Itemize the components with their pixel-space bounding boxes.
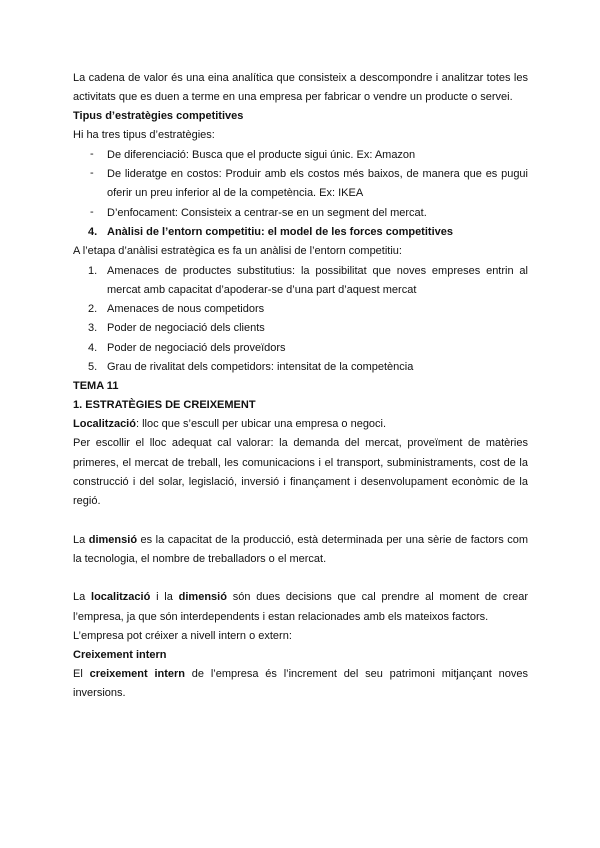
- list-number: 3.: [88, 322, 98, 334]
- section-4-number: 4.: [88, 226, 98, 238]
- force-item-rivalry: Grau de rivalitat dels competidors: intensitat de la competència: [107, 361, 414, 373]
- list-number: 4.: [88, 342, 98, 354]
- decisions-connector: i la: [150, 591, 179, 603]
- bullet-dash: -: [90, 206, 94, 218]
- force-item-suppliers: Poder de negociació dels proveïdors: [107, 342, 286, 354]
- dimensio-line-2: la tecnologia, el nombre de treballadors o el mercat.: [73, 553, 327, 565]
- dimensio-text: es la capacitat de la producció, està determinada per una sèrie de factors com: [137, 534, 528, 546]
- localitzacio-term-2: localització: [91, 591, 151, 603]
- decisions-prefix: La: [73, 591, 92, 603]
- section-4-heading: Anàlisi de l’entorn competitiu: el model de les forces competitives: [107, 226, 453, 238]
- localitzacio-term: Localització: [73, 418, 136, 430]
- growth-line-2: inversions.: [73, 687, 126, 699]
- strategies-lead: Hi ha tres tipus d’estratègies:: [73, 129, 215, 141]
- decisions-text: són dues decisions que cal prendre al moment de crear: [226, 591, 529, 603]
- growth-lead: L’empresa pot créixer a nivell intern o extern:: [73, 630, 292, 642]
- growth-prefix: El: [73, 668, 90, 680]
- strategies-heading: Tipus d’estratègies competitives: [73, 110, 244, 122]
- factors-line-2: primeres, el mercat de treball, les comunicacions i el transport, subministraments, cost de la: [73, 457, 528, 469]
- dimensio-definition: [73, 533, 528, 547]
- bullet-dash: -: [90, 148, 94, 160]
- force-item-substitutes-cont: mercat amb capacitat d’apoderar-se d’una part d’aquest mercat: [107, 284, 417, 296]
- strategy-item-focus: D’enfocament: Consisteix a centrar-se en un segment del mercat.: [107, 207, 427, 219]
- dimensio-term-2: dimensió: [178, 591, 227, 603]
- section-1-title: 1. ESTRATÈGIES DE CREIXEMENT: [73, 399, 256, 411]
- growth-definition: [73, 667, 528, 681]
- factors-line-1: Per escollir el lloc adequat cal valorar: la demanda del mercat, proveïment de matèries: [73, 437, 528, 449]
- section-4-lead: A l’etapa d’anàlisi estratègica es fa un anàlisi de l’entorn competitiu:: [73, 245, 402, 257]
- strategy-item-differentiation: De diferenciació: Busca que el producte sigui únic. Ex: Amazon: [107, 149, 416, 161]
- factors-line-4: regió.: [73, 495, 101, 507]
- localitzacio-text: : lloc que s’escull per ubicar una empresa o negoci.: [135, 418, 387, 430]
- dimensio-term: dimensió: [88, 534, 138, 546]
- intro-line-1: La cadena de valor és una eina analítica que consisteix a descompondre i analitzar totes les: [73, 72, 528, 84]
- list-number: 5.: [88, 361, 98, 373]
- decisions-line-2: l’empresa, ja que són interdependents i estan relacionades amb els mateixos factors.: [73, 611, 489, 623]
- bullet-dash: -: [90, 167, 94, 179]
- list-number: 2.: [88, 303, 98, 315]
- strategy-item-cost-leadership-cont: oferir un preu inferior al de la competència. Ex: IKEA: [107, 187, 364, 199]
- dimensio-prefix: La: [73, 534, 89, 546]
- tema-title: TEMA 11: [73, 380, 119, 392]
- creixement-intern-term: creixement intern: [89, 668, 186, 680]
- force-item-substitutes: Amenaces de productes substitutius: la possibilitat que noves empreses entrin al: [107, 265, 528, 277]
- factors-line-3: construcció i del solar, legislació, inversió i finançament i desenvolupament econòmic de la: [73, 476, 528, 488]
- list-number: 1.: [88, 265, 98, 277]
- intro-line-2: activitats que es duen a terme en una empresa per fabricar o vendre un producte o servei.: [73, 91, 513, 103]
- decisions-paragraph: [73, 590, 528, 604]
- strategy-item-cost-leadership: De lideratge en costos: Produir amb els costos més baixos, de manera que es pugui: [107, 168, 528, 180]
- force-item-clients: Poder de negociació dels clients: [107, 322, 265, 334]
- localitzacio-definition: [73, 417, 528, 431]
- growth-text: de l’empresa és l’increment del seu patrimoni mitjançant noves: [185, 668, 528, 680]
- growth-heading: Creixement intern: [73, 649, 167, 661]
- force-item-new-competitors: Amenaces de nous competidors: [107, 303, 265, 315]
